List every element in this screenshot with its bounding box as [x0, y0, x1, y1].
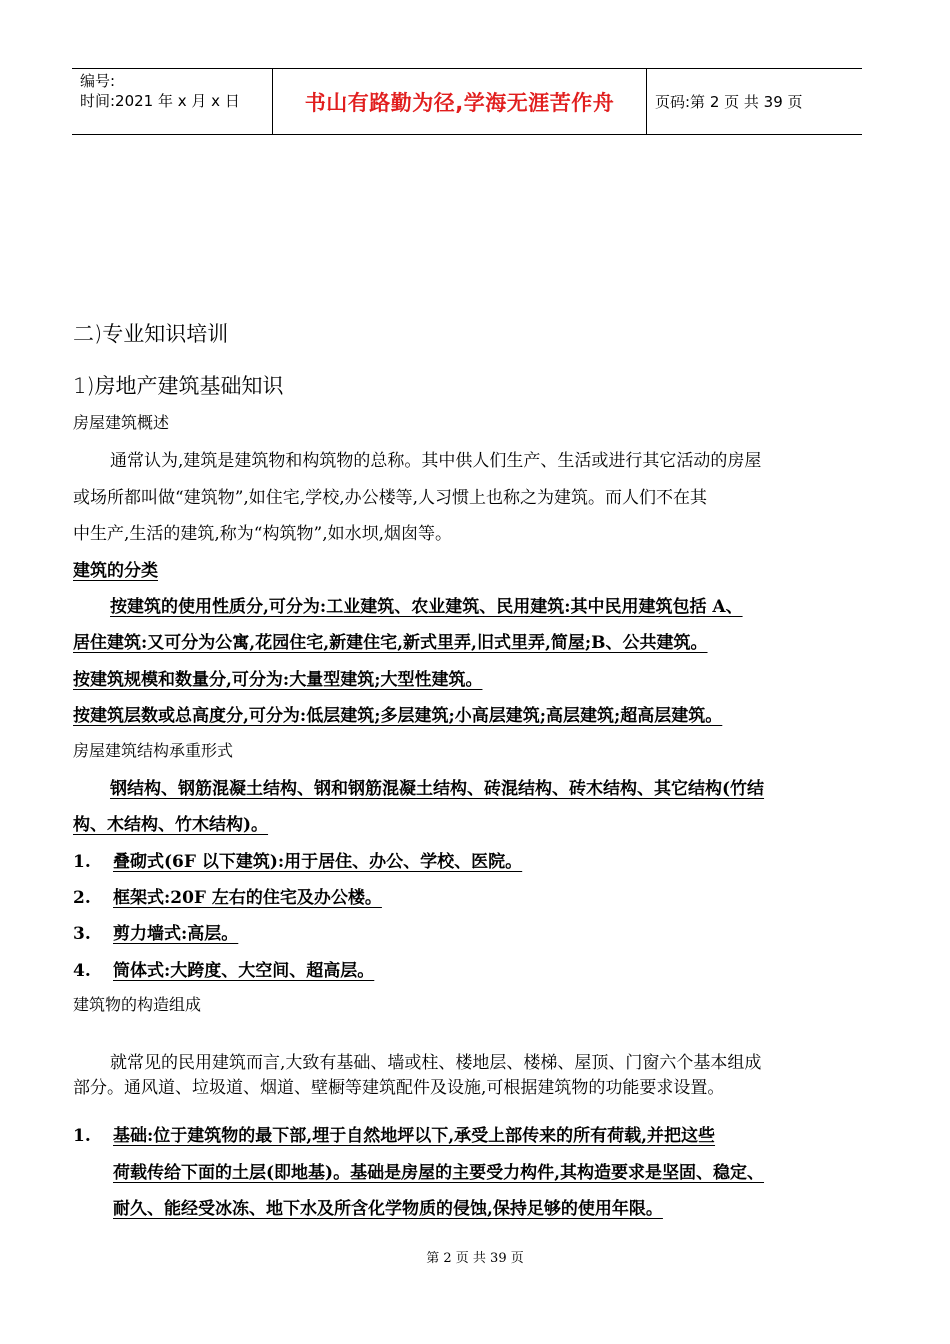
structure-line-2: 构、木结构、竹木结构)。 [73, 815, 269, 835]
overview-heading: 房屋建筑概述 [73, 413, 170, 432]
list-item-number: 2. [73, 888, 91, 908]
list-item-2 [73, 883, 382, 908]
structure-line-1: 钢结构、钢筋混凝土结构、钢和钢筋混凝土结构、砖混结构、砖木结构、其它结构(竹结 [110, 779, 765, 799]
classification-line-2: 居住建筑:又可分为公寓,花园住宅,新建住宅,新式里弄,旧式里弄,简屋;B、公共建筑。 [73, 633, 708, 653]
header-meta [72, 69, 273, 134]
list-item-number: 4. [73, 961, 91, 981]
list-item-text: 剪力墙式:高层。 [113, 924, 239, 944]
list-item-1 [73, 847, 522, 872]
foundation-line-2: 荷载传给下面的土层(即地基)。基础是房屋的主要受力构件,其构造要求是坚固、稳定、 [113, 1163, 765, 1183]
foundation-line-3: 耐久、能经受冰冻、地下水及所含化学物质的侵蚀,保持足够的使用年限。 [113, 1199, 663, 1219]
overview-paragraph-line-2: 或场所都叫做“建筑物”,如住宅,学校,办公楼等,人习惯上也称之为建筑。而人们不在其 [73, 488, 707, 508]
section-title: 二)专业知识培训 [73, 322, 229, 346]
subsection-title: 1)房地产建筑基础知识 [73, 374, 284, 398]
composition-paragraph-line-1: 就常见的民用建筑而言,大致有基础、墙或柱、楼地层、楼梯、屋顶、门窗六个基本组成 [110, 1053, 762, 1073]
overview-paragraph-line-1: 通常认为,建筑是建筑物和构筑物的总称。其中供人们生产、生活或进行其它活动的房屋 [110, 451, 762, 471]
composition-paragraph-line-2: 部分。通风道、垃圾道、烟道、壁橱等建筑配件及设施,可根据建筑物的功能要求设置。 [73, 1078, 725, 1098]
overview-paragraph-line-3: 中生产,生活的建筑,称为“构筑物”,如水坝,烟囱等。 [73, 524, 452, 544]
foundation-text: 基础:位于建筑物的最下部,埋于自然地坪以下,承受上部传来的所有荷载,并把这些 [113, 1126, 716, 1146]
page-footer: 第 2 页 共 39 页 [426, 1251, 524, 1266]
list-item-text: 框架式:20F 左右的住宅及办公楼。 [113, 888, 382, 908]
header-motto-cell [273, 69, 647, 134]
classification-line-1: 按建筑的使用性质分,可分为:工业建筑、农业建筑、民用建筑:其中民用建筑包括 A、 [110, 597, 743, 617]
structure-heading: 房屋建筑结构承重形式 [73, 741, 234, 760]
list-item-number: 1. [73, 852, 91, 872]
list-item-3 [73, 919, 238, 944]
classification-heading: 建筑的分类 [73, 561, 158, 581]
classification-line-3: 按建筑规模和数量分,可分为:大量型建筑;大型性建筑。 [73, 670, 483, 690]
document-date: 时间:2021 年 x 月 x 日 [80, 92, 240, 110]
list-item-4 [73, 956, 374, 981]
foundation-line-1 [73, 1121, 715, 1146]
page-header [72, 68, 862, 135]
list-item-text: 叠砌式(6F 以下建筑):用于居住、办公、学校、医院。 [113, 852, 523, 872]
document-number-label: 编号: [80, 72, 116, 90]
list-item-text: 筒体式:大跨度、大空间、超高层。 [113, 961, 375, 981]
classification-line-4: 按建筑层数或总高度分,可分为:低层建筑;多层建筑;小高层建筑;高层建筑;超高层建筑。 [73, 706, 723, 726]
header-motto: 书山有路勤为径,学海无涯苦作舟 [304, 90, 615, 115]
composition-heading: 建筑物的构造组成 [73, 995, 202, 1014]
header-page-info: 页码:第 2 页 共 39 页 [655, 93, 803, 111]
list-item-number: 3. [73, 924, 91, 944]
foundation-number: 1. [73, 1126, 91, 1146]
